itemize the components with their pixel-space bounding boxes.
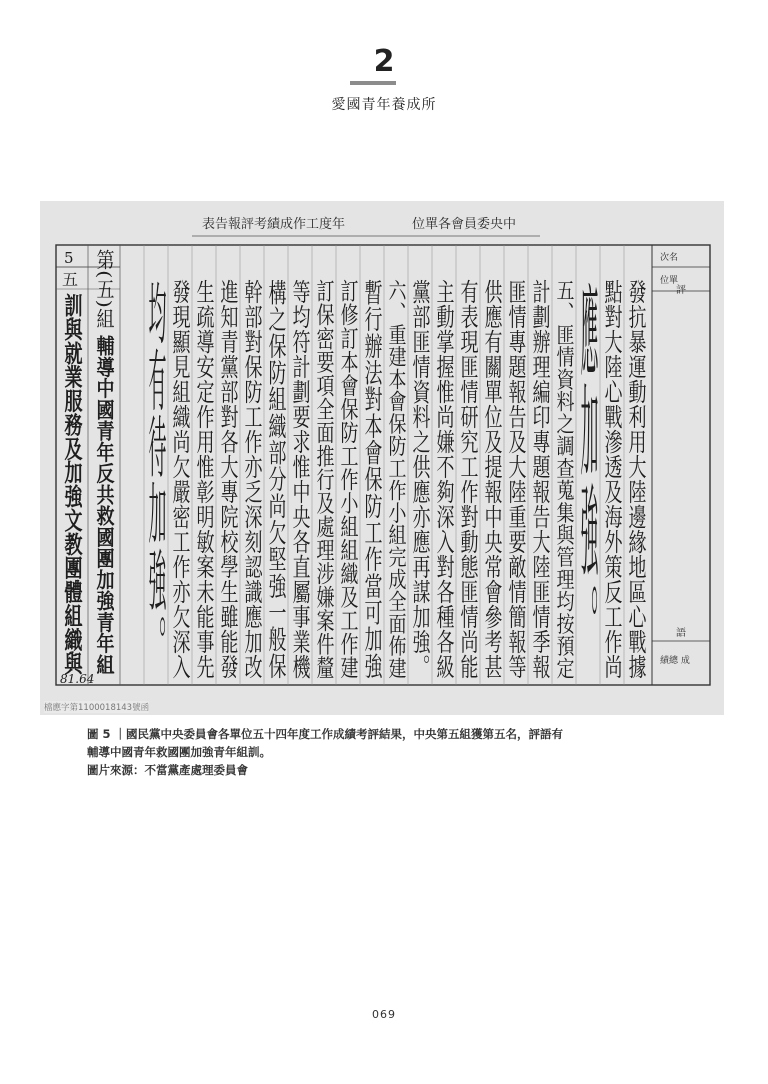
handwritten-column: 供應有關單位及提報中央常會參考甚: [481, 279, 503, 567]
handwritten-column: 點對大陸心戰滲透及海外策反工作尚: [601, 279, 623, 567]
handwritten-column: 黨部匪情資料之供應亦應再謀加強。: [409, 279, 431, 567]
chapter-number: 2: [373, 44, 395, 79]
rank-number-bottom: 81.64: [60, 672, 95, 686]
handwritten-column: 等均符計劃要求惟中央各直屬事業機: [289, 279, 311, 567]
handwritten-column: 主動掌握惟尚嫌不夠深入對各種各級: [433, 279, 455, 567]
handwritten-column: 訂修訂本會保防工作小組組織及工作建: [337, 279, 359, 585]
unit-number: 五: [62, 270, 79, 289]
form-title-right: 位單各會員委央中: [412, 217, 517, 232]
chapter-title: 愛國青年養成所: [331, 97, 437, 113]
figure-caption: [87, 725, 687, 779]
form-label-rank: 次名: [660, 253, 679, 263]
handwritten-column: 六、重建本會保防工作小組完成全面佈建: [385, 279, 407, 603]
archival-document-scan: [40, 201, 724, 715]
caption-line-3: 圖片來源：不當黨產處理委員會: [87, 763, 248, 777]
form-label-review: 評: [676, 285, 686, 296]
caption-line-1: 圖 5 ｜國民黨中央委員會各單位五十四年度工作成績考評結果，中央第五組獲第五名，評語有: [87, 727, 564, 741]
handwritten-column: 有表現匪情研究工作對動態匪情尚能: [457, 279, 479, 567]
handwritten-column: 五、匪情資料之調查蒐集與管理均按預定: [553, 279, 575, 603]
handwritten-column: 匪情專題報告及大陸重要敵情簡報等: [505, 279, 527, 567]
document-form: [40, 201, 724, 715]
handwritten-column: 發抗暴運動利用大陸邊緣地區心戰據: [625, 279, 647, 567]
form-label-total: 績總 成: [660, 656, 690, 666]
handwritten-columns: [146, 278, 647, 680]
handwritten-column: 生疏導安定作用惟彰明敏案未能事先: [193, 279, 215, 567]
unit-name-column: 第(五)組: [93, 249, 115, 318]
archive-reference: 檔應字第1100018143號函: [44, 703, 150, 713]
handwritten-column: 均有待加強。: [145, 279, 167, 387]
rank-number-top: 5: [64, 249, 74, 267]
evaluation-column: 訓與就業服務及加強文教團體組織與: [61, 293, 83, 581]
handwritten-column: 應加強。: [577, 279, 599, 351]
form-label-unit: 位單: [660, 276, 679, 286]
form-label-comment: 語: [676, 628, 686, 639]
page-number: 069: [372, 1008, 396, 1021]
handwritten-column: 發現顯見組織尚欠嚴密工作亦欠深入: [169, 279, 191, 567]
handwritten-column: 暫行辦法對本會保防工作當可加強: [361, 279, 383, 549]
form-title-left: 表告報評考績成作工度年: [202, 217, 346, 232]
evaluation-column: 輔導中國青年反共救國團加強青年組: [93, 335, 115, 623]
handwritten-column: 構之保防組織部分尚欠堅強一般保: [265, 279, 287, 549]
handwritten-column: 幹部對保防工作亦乏深刻認識應加改: [241, 279, 263, 567]
chapter-divider: [350, 81, 396, 85]
caption-line-2: 輔導中國青年救國團加強青年組訓。: [87, 745, 271, 759]
handwritten-column: 進知青黨部對各大專院校學生雖能發: [217, 279, 239, 567]
handwritten-column: 計劃辦理編印專題報告大陸匪情季報: [529, 279, 551, 567]
handwritten-column: 訂保密要項全面推行及處理涉嫌案件釐: [313, 279, 335, 585]
